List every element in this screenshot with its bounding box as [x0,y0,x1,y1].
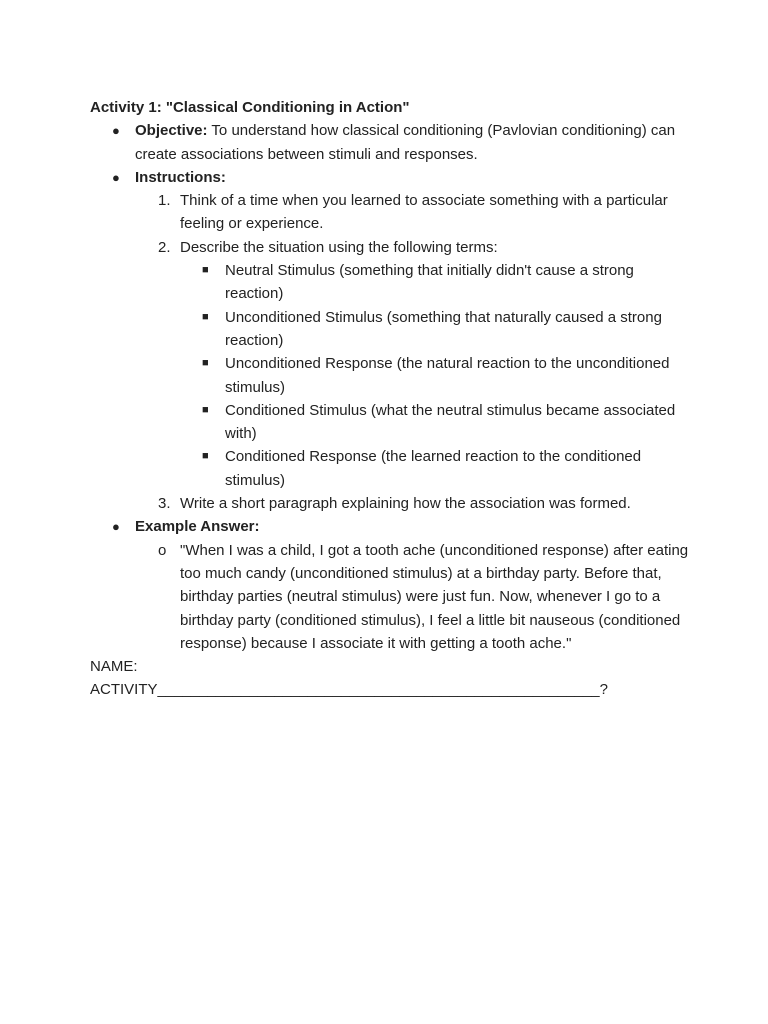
term-item-unconditioned-stimulus [90,306,690,353]
square-bullet-icon: ■ [202,310,209,323]
instructions-item [90,166,690,189]
term-item-neutral-stimulus [90,259,690,306]
objective-item [90,119,690,166]
step-number: 3. [158,495,171,513]
activity-line: ACTIVITY_____________________________________________________? [90,681,608,699]
objective-label: Objective: [135,122,208,140]
instruction-step-1 [90,189,690,236]
square-bullet-icon: ■ [202,264,209,277]
term-text: Unconditioned Response (the natural reaction to the unconditioned stimulus) [225,355,670,396]
term-item-conditioned-stimulus [90,399,690,446]
step-text: Describe the situation using the following terms: [180,238,498,256]
bullet-icon: ● [112,123,120,139]
term-text: Neutral Stimulus (something that initially didn't cause a strong reaction) [225,262,634,303]
example-answer [90,539,690,655]
term-text: Conditioned Stimulus (what the neutral stimulus became associated with) [225,401,676,443]
step-text: Write a short paragraph explaining how the association was formed. [180,495,631,513]
objective-text: To understand how classical conditioning (Pavlovian conditioning) can create associations between stimuli and responses. [135,122,676,163]
term-item-conditioned-response [90,445,690,492]
square-bullet-icon: ■ [202,357,209,370]
document-page [90,96,690,702]
term-item-unconditioned-response [90,352,690,399]
example-marker: o [158,541,167,559]
instructions-label: Instructions: [135,168,226,186]
example-label: Example Answer: [135,518,260,536]
square-bullet-icon: ■ [202,450,209,463]
term-text: Conditioned Response (the learned reaction to the conditioned stimulus) [225,448,642,489]
step-text: Think of a time when you learned to associate something with a particular feeling or experience. [180,192,668,233]
instruction-step-2 [90,236,690,259]
term-text: Unconditioned Stimulus (something that naturally caused a strong reaction) [225,308,662,349]
activity-title: Activity 1: "Classical Conditioning in Action" [90,99,410,116]
example-item [90,515,690,538]
bullet-icon: ● [112,519,120,535]
instruction-step-3 [90,492,690,515]
example-text: "When I was a child, I got a tooth ache (unconditioned response) after eating too much candy (unconditioned stimulus) at a birthday party. Before that, birthday parties (neutral stimulus) were just fun. Now, whenever I go to a birthday party (conditioned stimulus), I feel a little bit nauseous (conditioned response) because I associate it with getting a tooth ache." [180,541,689,652]
bullet-icon: ● [112,169,120,185]
step-number: 1. [158,192,171,210]
step-number: 2. [158,238,171,256]
name-line: NAME: [90,658,138,676]
square-bullet-icon: ■ [202,403,209,416]
